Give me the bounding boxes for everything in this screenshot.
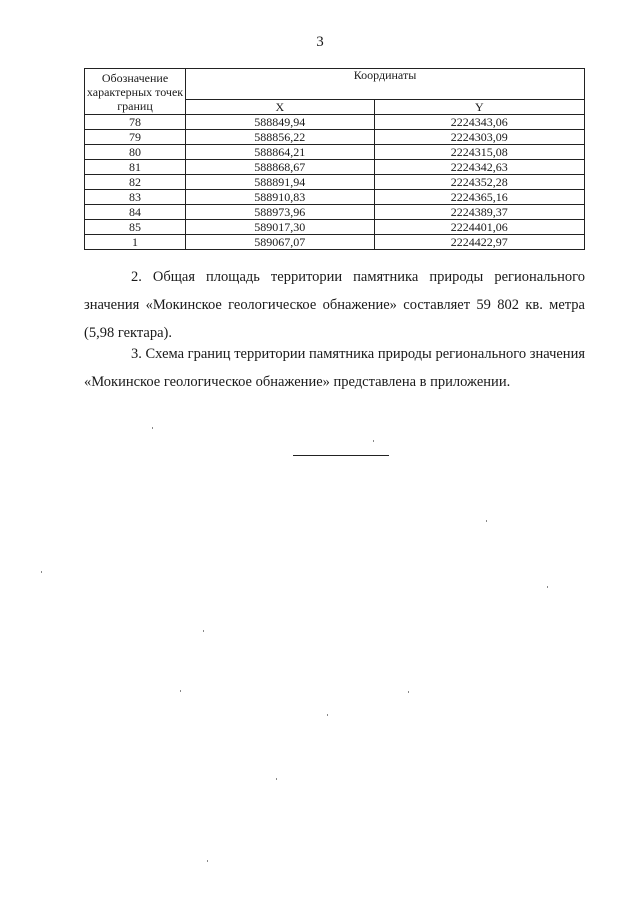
cell-y: 2224303,09 (374, 130, 584, 145)
cell-x: 588910,83 (186, 190, 375, 205)
header-y: Y (374, 100, 584, 115)
cell-x: 589017,30 (186, 220, 375, 235)
cell-point: 82 (85, 175, 186, 190)
cell-point: 1 (85, 235, 186, 250)
header-point-designation: Обозначение характерных точек границ (85, 69, 186, 115)
cell-x: 588868,67 (186, 160, 375, 175)
table-row (85, 205, 585, 220)
cell-x: 588864,21 (186, 145, 375, 160)
cell-point: 81 (85, 160, 186, 175)
cell-point: 84 (85, 205, 186, 220)
cell-y: 2224342,63 (374, 160, 584, 175)
scan-speck (327, 714, 328, 716)
coordinates-table (84, 68, 585, 250)
table-row (85, 190, 585, 205)
table-row (85, 160, 585, 175)
end-divider (293, 455, 389, 456)
scan-speck (152, 427, 153, 429)
cell-y: 2224365,16 (374, 190, 584, 205)
cell-point: 83 (85, 190, 186, 205)
cell-y: 2224389,37 (374, 205, 584, 220)
cell-x: 589067,07 (186, 235, 375, 250)
cell-y: 2224422,97 (374, 235, 584, 250)
cell-x: 588849,94 (186, 115, 375, 130)
scan-speck (486, 520, 487, 522)
cell-x: 588973,96 (186, 205, 375, 220)
paragraph-scheme: 3. Схема границ территории памятника природы регионального значения «Мокинское геологическое обнажение» представлена в приложении. (84, 346, 585, 390)
cell-x: 588891,94 (186, 175, 375, 190)
cell-point: 79 (85, 130, 186, 145)
cell-point: 85 (85, 220, 186, 235)
cell-y: 2224352,28 (374, 175, 584, 190)
scan-speck (207, 860, 208, 862)
cell-y: 2224343,06 (374, 115, 584, 130)
page-number: 3 (316, 34, 324, 50)
table-row (85, 115, 585, 130)
table-row (85, 235, 585, 250)
scan-speck (41, 571, 42, 573)
table-row (85, 130, 585, 145)
scan-speck (373, 440, 374, 442)
cell-point: 80 (85, 145, 186, 160)
cell-x: 588856,22 (186, 130, 375, 145)
scan-speck (547, 586, 548, 588)
table-row (85, 220, 585, 235)
table-row (85, 145, 585, 160)
scan-speck (203, 630, 204, 632)
header-coordinates: Координаты (186, 69, 585, 100)
scan-speck (180, 690, 181, 692)
scan-speck (276, 778, 277, 780)
table-row (85, 175, 585, 190)
cell-y: 2224315,08 (374, 145, 584, 160)
table-header-row (85, 69, 585, 100)
header-x: X (186, 100, 375, 115)
paragraph-area: 2. Общая площадь территории памятника природы регионального значения «Мокинское геологическое обнажение» составляет 59 802 кв. метра (5,98 гектара). (84, 269, 585, 341)
cell-point: 78 (85, 115, 186, 130)
cell-y: 2224401,06 (374, 220, 584, 235)
scan-speck (408, 691, 409, 693)
